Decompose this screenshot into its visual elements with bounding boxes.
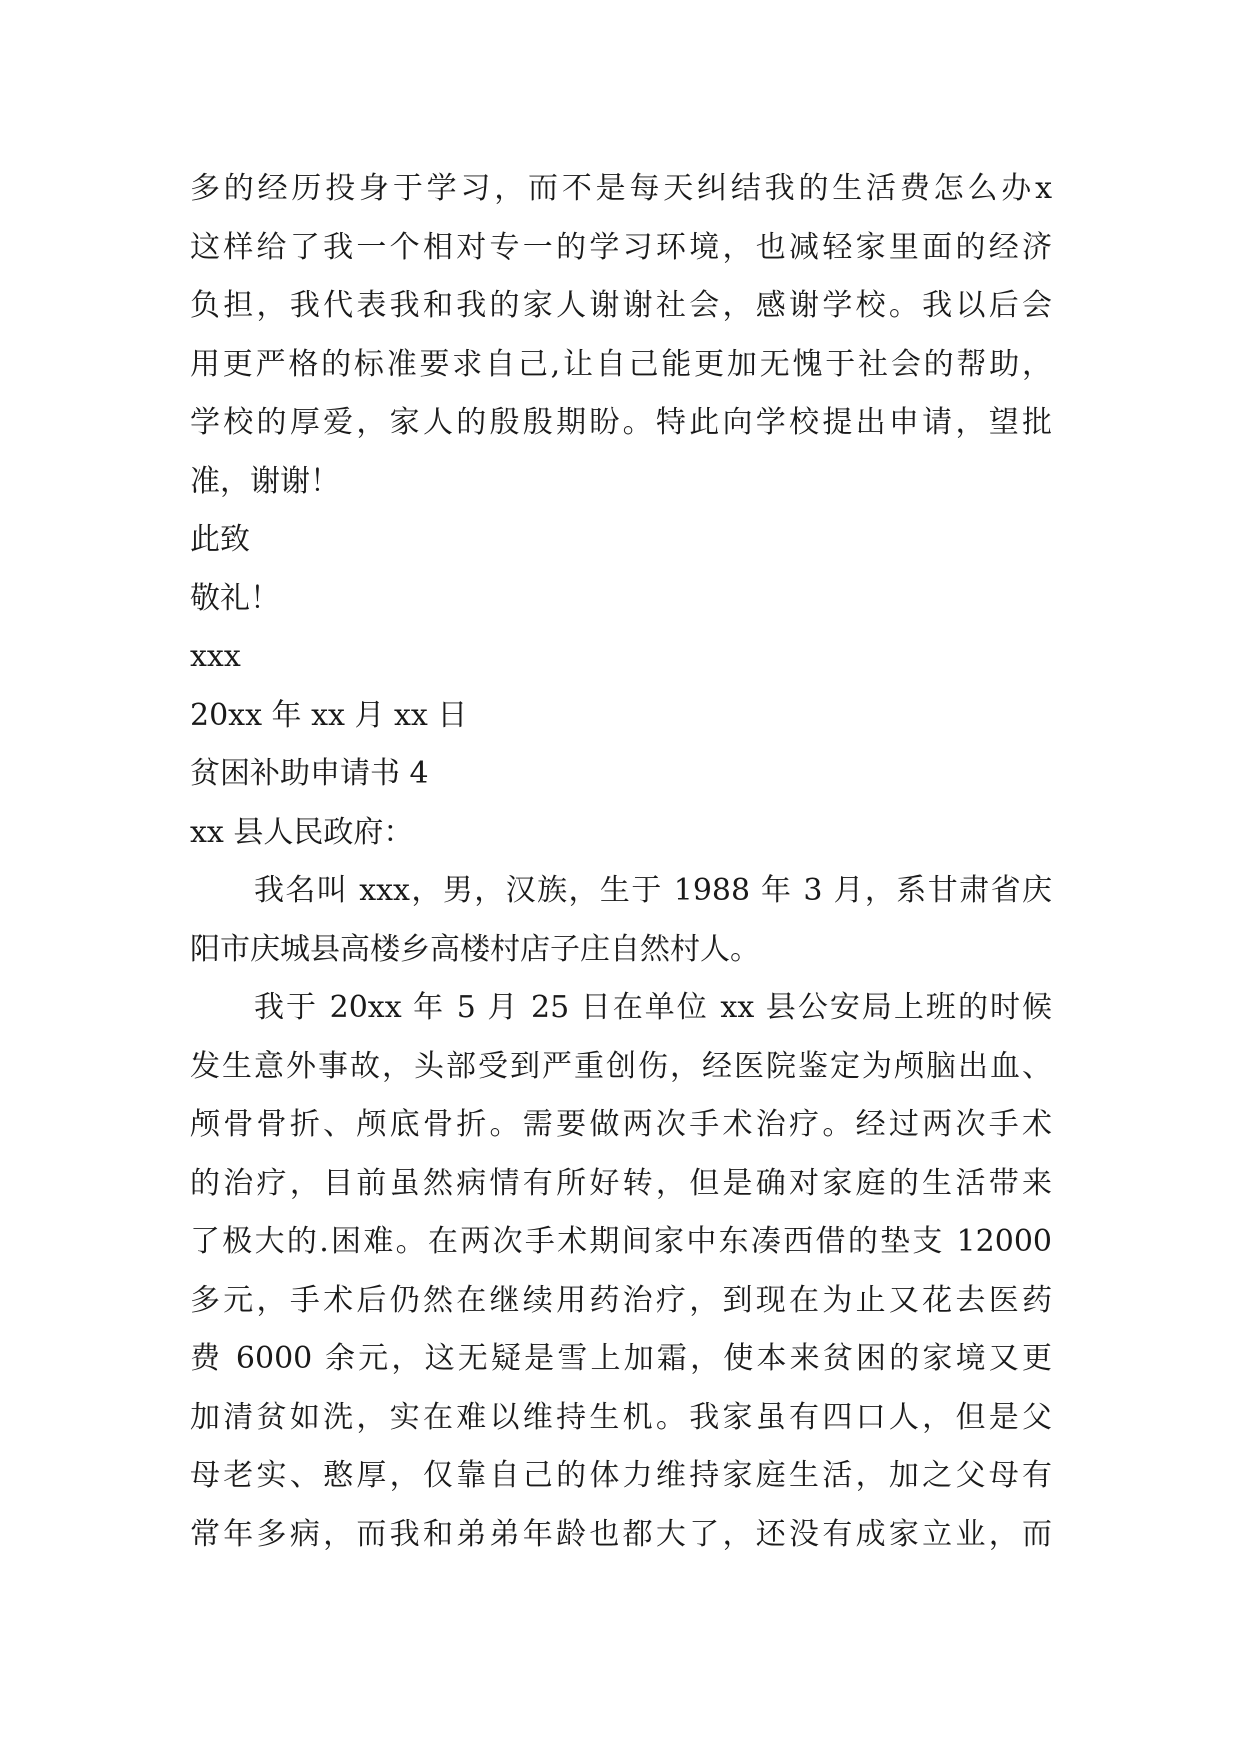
- text-line: 负担，我代表我和我的家人谢谢社会，感谢学校。我以后会: [190, 288, 1052, 323]
- text-line: 敬礼！: [190, 580, 280, 616]
- text-line: xx 县人民政府：: [190, 814, 414, 850]
- text-line: 我名叫 xxx，男，汉族，生于 1988 年 3 月，系甘肃省庆: [254, 873, 1052, 908]
- text-line: 常年多病，而我和弟弟年龄也都大了，还没有成家立业，而: [190, 1516, 1052, 1552]
- text-line: 颅骨骨折、颅底骨折。需要做两次手术治疗。经过两次手术: [190, 1107, 1052, 1142]
- text-line: xxx: [190, 639, 241, 674]
- text-line: 阳市庆城县高楼乡高楼村店子庄自然村人。: [190, 931, 760, 967]
- text-line: 多元，手术后仍然在继续用药治疗，到现在为止又花去医药: [190, 1282, 1052, 1318]
- text-line: 费 6000 余元，这无疑是雪上加霜，使本来贫困的家境又更: [190, 1341, 1052, 1376]
- text-line: 学校的厚爱，家人的殷殷期盼。特此向学校提出申请，望批: [190, 405, 1052, 440]
- text-line: 的治疗，目前虽然病情有所好转，但是确对家庭的生活带来: [190, 1165, 1052, 1201]
- text-line: 我于 20xx 年 5 月 25 日在单位 xx 县公安局上班的时候: [254, 990, 1052, 1025]
- text-line: 用更严格的标准要求自己,让自己能更加无愧于社会的帮助，: [190, 346, 1052, 382]
- text-line: 发生意外事故，头部受到严重创伤，经医院鉴定为颅脑出血、: [190, 1048, 1052, 1084]
- text-line: 准，谢谢！: [190, 463, 340, 499]
- text-line: 母老实、憨厚，仅靠自己的体力维持家庭生活，加之父母有: [190, 1458, 1052, 1493]
- text-line: 这样给了我一个相对专一的学习环境，也减轻家里面的经济: [190, 229, 1052, 265]
- text-line: 此致: [190, 522, 250, 557]
- text-line: 多的经历投身于学习，而不是每天纠结我的生活费怎么办x: [190, 171, 1052, 206]
- document-body: [190, 160, 1052, 1564]
- text-line: 加清贫如洗，实在难以维持生机。我家虽有四口人，但是父: [190, 1399, 1052, 1435]
- text-line: 了极大的.困难。在两次手术期间家中东凑西借的垫支 12000: [190, 1224, 1052, 1259]
- text-line: 20xx 年 xx 月 xx 日: [190, 697, 468, 733]
- text-line: 贫困补助申请书 4: [190, 756, 429, 791]
